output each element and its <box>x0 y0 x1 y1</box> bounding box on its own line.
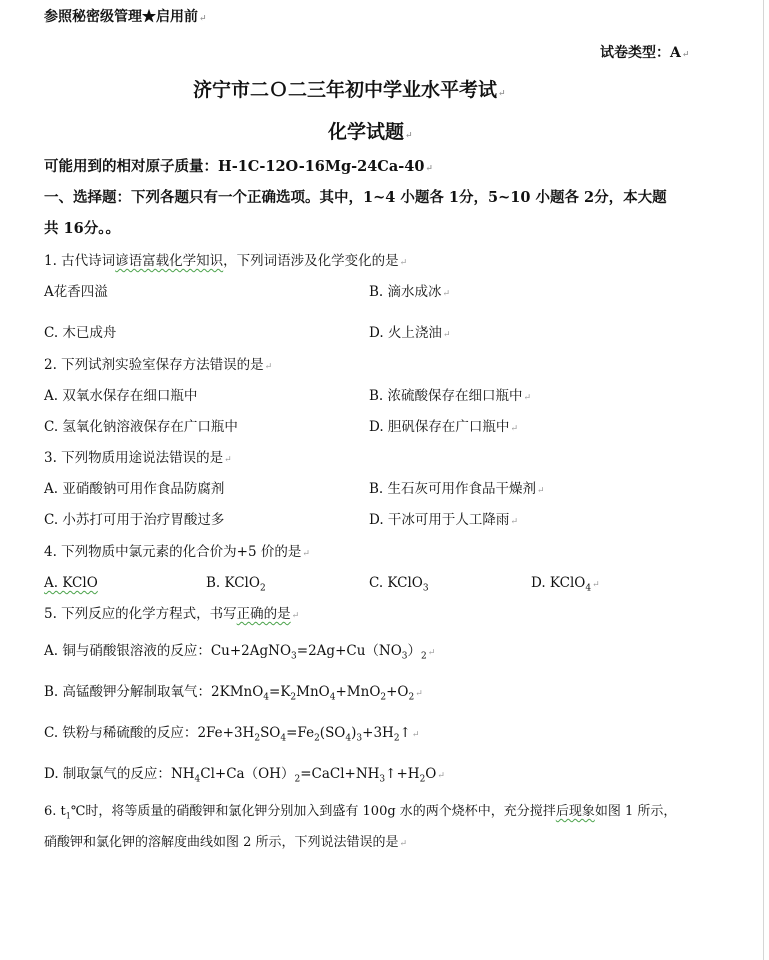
section-heading-line1: 一、选择题：下列各题只有一个正确选项。其中，1~4 小题各 1分，5~10 小题各 2分，本大题 <box>44 189 667 206</box>
question-4-option-b: B. KClO$_2$ <box>206 575 266 594</box>
question-2-option-b: B. 浓硫酸保存在细口瓶中↵ <box>369 388 532 404</box>
question-3-option-b: B. 生石灰可用作食品干燥剂↵ <box>369 481 545 497</box>
exam-title: 济宁市二Ｏ二三年初中学业水平考试↵ <box>193 79 506 101</box>
question-5-stem: 5. 下列反应的化学方程式，书写正确的是↵ <box>44 606 300 622</box>
question-6-stem-line1: 6. $t_1℃$时，将等质量的硝酸钾和氯化钾分别加入到盛有 100g 水的两个烧杯中，充分搅拌后现象如图 1 所示， <box>44 804 677 821</box>
question-2-option-a: A. 双氧水保存在细口瓶中 <box>44 388 198 404</box>
page-edge <box>763 0 764 960</box>
exam-subtitle: 化学试题↵ <box>328 121 413 143</box>
question-3-option-a: A. 亚硝酸钠可用作食品防腐剂 <box>44 481 225 497</box>
question-1-stem: 1. 古代诗词谚语富载化学知识，下列词语涉及化学变化的是↵ <box>44 253 408 269</box>
question-5-option-b: B. 高锰酸钾分解制取氧气：$2KMnO_4=K_2MnO_4+MnO_2+O_2↵$ <box>44 684 423 703</box>
secret-level-label: 参照秘密级管理★启用前↵ <box>44 9 207 25</box>
question-2-option-d: D. 胆矾保存在广口瓶中↵ <box>369 419 518 435</box>
question-6-stem-line2: 硝酸钾和氯化钾的溶解度曲线如图 2 所示，下列说法错误的是↵ <box>44 835 408 850</box>
question-1-option-d: D. 火上浇油↵ <box>369 325 451 341</box>
question-4-option-d: D. KClO$_4$↵ <box>531 575 600 594</box>
question-1-option-c: C. 木已成舟 <box>44 325 117 341</box>
section-heading-line2: 共 16分。。 <box>44 220 120 237</box>
question-3-option-c: C. 小苏打可用于治疗胃酸过多 <box>44 512 225 528</box>
question-5-option-a: A. 铜与硝酸银溶液的反应：$Cu+2AgNO_3=2Ag+Cu(NO_3)_2↵$ <box>44 643 436 662</box>
question-5-option-d: D. 制取氯气的反应：$NH_4Cl+Ca(OH)_2=CaCl+NH_3↑+H_2O↵$ <box>44 766 445 785</box>
paper-type-label: 试卷类型：A↵ <box>600 45 690 61</box>
question-4-option-c: C. KClO$_3$ <box>369 575 429 594</box>
question-3-option-d: D. 干冰可用于人工降雨↵ <box>369 512 518 528</box>
question-4-stem: 4. 下列物质中氯元素的化合价为+5 价的是↵ <box>44 544 310 560</box>
atomic-mass-line: 可能用到的相对原子质量：H-1C-12O-16Mg-24Ca-40↵ <box>44 158 433 175</box>
question-3-stem: 3. 下列物质用途说法错误的是↵ <box>44 450 232 466</box>
question-1-option-a: A花香四溢 <box>44 284 108 300</box>
question-2-stem: 2. 下列试剂实验室保存方法错误的是↵ <box>44 357 273 373</box>
question-1-option-b: B. 滴水成冰↵ <box>369 284 451 300</box>
question-5-option-c: C. 铁粉与稀硫酸的反应：$2Fe+3H_2SO_4=Fe_2(SO_4)_3+3H_2↑↵$ <box>44 725 420 744</box>
question-4-option-a: A. KClO <box>44 575 98 591</box>
question-2-option-c: C. 氢氧化钠溶液保存在广口瓶中 <box>44 419 238 435</box>
